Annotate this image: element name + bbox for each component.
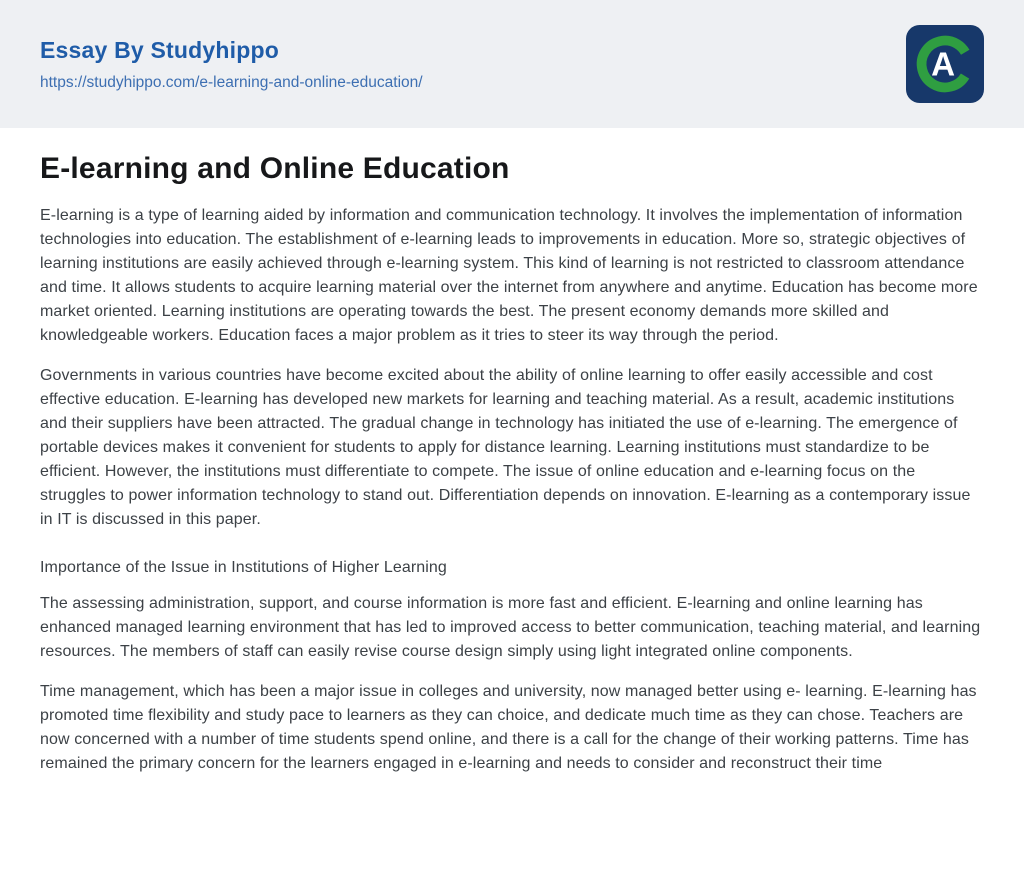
essay-title: E-learning and Online Education (40, 152, 510, 185)
studyhippo-logo-icon (906, 24, 984, 104)
logo-letter: A (931, 46, 956, 84)
source-url-link[interactable]: https://studyhippo.com/e-learning-and-online-education/ (40, 73, 423, 91)
header-text-block (40, 37, 423, 92)
page-header (0, 0, 1024, 128)
essay-paragraph: E-learning is a type of learning aided by information and communication technology. It involves the implementation of information technologies into education. The establishment of e-learning leads to improvements in education. More so, strategic objectives of learning institutions are easily achieved through e-learning system. This kind of learning is not restricted to classroom attendance and time. It allows students to acquire learning material over the internet from anywhere and anytime. Education has become more market oriented. Learning institutions are operating towards the best. The present economy demands more skilled and knowledgeable workers. Education faces a major problem as it tries to steer its way through the period. (40, 207, 978, 344)
essay-content (0, 128, 1024, 776)
essay-paragraph: Governments in various countries have become excited about the ability of online learning to offer easily accessible and cost effective education. E-learning has developed new markets for learning and teaching material. As a result, academic institutions and their suppliers have been attracted. The gradual change in technology has initiated the use of e-learning. The emergence of portable devices makes it convenient for students to apply for distance learning. Learning institutions must standardize to be efficient. However, the institutions must differentiate to compete. The issue of online education and e-learning focus on the struggles to power information technology to stand out. Differentiation depends on innovation. E-learning as a contemporary issue in IT is discussed in this paper. (40, 367, 971, 528)
essay-paragraph: The assessing administration, support, and course information is more fast and efficient. E-learning and online learning has enhanced managed learning environment that has led to improved access to better communication, teaching material, and learning resources. The members of staff can easily revise course design simply using light integrated online components. (40, 595, 981, 660)
essay-paragraph: Time management, which has been a major issue in colleges and university, now managed better using e- learning. E-learning has promoted time flexibility and study pace to learners as they can choice, and dedicate much time as they can chose. Teachers are now concerned with a number of time students spend online, and there is a call for the change of their working patterns. Time has remained the primary concern for the learners engaged in e-learning and needs to consider and reconstruct their time (40, 683, 977, 772)
section-heading: Importance of the Issue in Institutions of Higher Learning (40, 559, 447, 576)
site-title: Essay By Studyhippo (40, 36, 279, 63)
